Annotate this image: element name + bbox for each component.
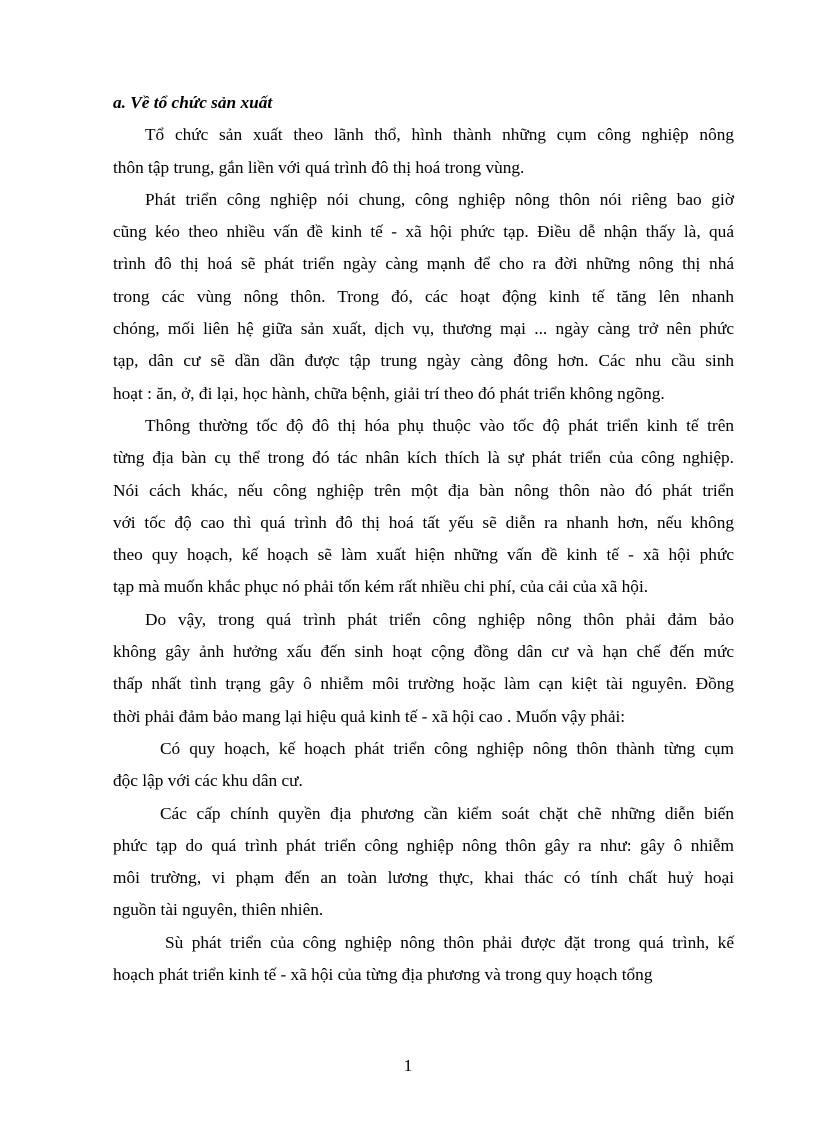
text-line: Thông thường tốc độ đô thị hóa phụ thuộc vào tốc độ phát triển kinh tế trên	[145, 415, 734, 435]
text-line: nguồn tài nguyên, thiên nhiên.	[113, 900, 324, 920]
text-line: cũng kéo theo nhiều vấn đề kinh tế - xã hội phức tạp. Điều dễ nhận thấy là, quá	[113, 222, 734, 242]
text-line: Các cấp chính quyền địa phương cần kiểm soát chặt chẽ những diễn biến	[160, 803, 734, 823]
document-body	[113, 87, 734, 991]
text-line: từng địa bàn cụ thể trong đó tác nhân kích thích là sự phát triển của công nghiệp.	[113, 448, 734, 468]
page-number: 1	[403, 1056, 413, 1075]
text-line: thời phải đảm bảo mang lại hiệu quả kinh tế - xã hội cao . Muốn vậy phải:	[113, 706, 626, 726]
text-line: hoạt : ăn, ở, đi lại, học hành, chữa bệnh, giải trí theo đó phát triển không ngõng.	[113, 383, 665, 403]
paragraph	[113, 119, 734, 184]
paragraph	[113, 733, 734, 798]
paragraph	[113, 410, 734, 604]
text-line: phức tạp do quá trình phát triển công nghiệp nông thôn gây ra như: gây ô nhiễm	[113, 835, 734, 855]
text-line: Có quy hoạch, kế hoạch phát triển công nghiệp nông thôn thành từng cụm	[160, 738, 734, 758]
text-line: chóng, mối liên hệ giữa sản xuất, dịch vụ, thương mại ... ngày càng trở nên phức	[113, 319, 734, 339]
text-line: trong các vùng nông thôn. Trong đó, các hoạt động kinh tế tăng lên nhanh	[113, 286, 734, 306]
text-line: Tổ chức sản xuất theo lãnh thổ, hình thành những cụm công nghiệp nông	[145, 125, 734, 145]
text-line: tạp, dân cư sẽ dần dần được tập trung ngày càng đông hơn. Các nhu cầu sinh	[113, 351, 734, 371]
text-line: tạp mà muốn khắc phục nó phải tốn kém rất nhiều chi phí, của cải của xã hội.	[113, 577, 649, 597]
text-line: thấp nhất tình trạng gây ô nhiễm môi trường hoặc làm cạn kiệt tài nguyên. Đồng	[113, 674, 734, 694]
text-line: Phát triển công nghiệp nói chung, công nghiệp nông thôn nói riêng bao giờ	[145, 189, 734, 209]
text-line: Nói cách khác, nếu công nghiệp trên một địa bàn nông thôn nào đó phát triển	[113, 480, 734, 500]
paragraph	[113, 798, 734, 927]
text-line: hoạch phát triển kinh tế - xã hội của từng địa phương và trong quy hoạch tổng	[113, 965, 653, 985]
text-line: với tốc độ cao thì quá trình đô thị hoá tất yếu sẽ diễn ra nhanh hơn, nếu không	[113, 512, 734, 532]
text-line: Sù phát triển của công nghiệp nông thôn phải được đặt trong quá trình, kế	[165, 932, 734, 952]
text-line: độc lập với các khu dân cư.	[113, 771, 303, 791]
text-line: trình đô thị hoá sẽ phát triển ngày càng mạnh để cho ra đời những nông thị nhá	[113, 254, 734, 274]
paragraph	[113, 927, 734, 992]
text-line: Do vậy, trong quá trình phát triển công nghiệp nông thôn phải đảm bảo	[145, 609, 734, 629]
section-heading: a. Về tổ chức sản xuất	[113, 93, 273, 112]
text-line: môi trường, vi phạm đến an toàn lương thực, khai thác có tính chất huỷ hoại	[113, 868, 734, 888]
text-line: theo quy hoạch, kế hoạch sẽ làm xuất hiện những vấn đề kinh tế - xã hội phức	[113, 545, 734, 565]
text-line: không gây ảnh hưởng xấu đến sinh hoạt cộng đồng dân cư và hạn chế đến mức	[113, 642, 734, 662]
paragraph	[113, 184, 734, 410]
paragraph	[113, 604, 734, 733]
text-line: thôn tập trung, gắn liền với quá trình đô thị hoá trong vùng.	[113, 157, 525, 177]
